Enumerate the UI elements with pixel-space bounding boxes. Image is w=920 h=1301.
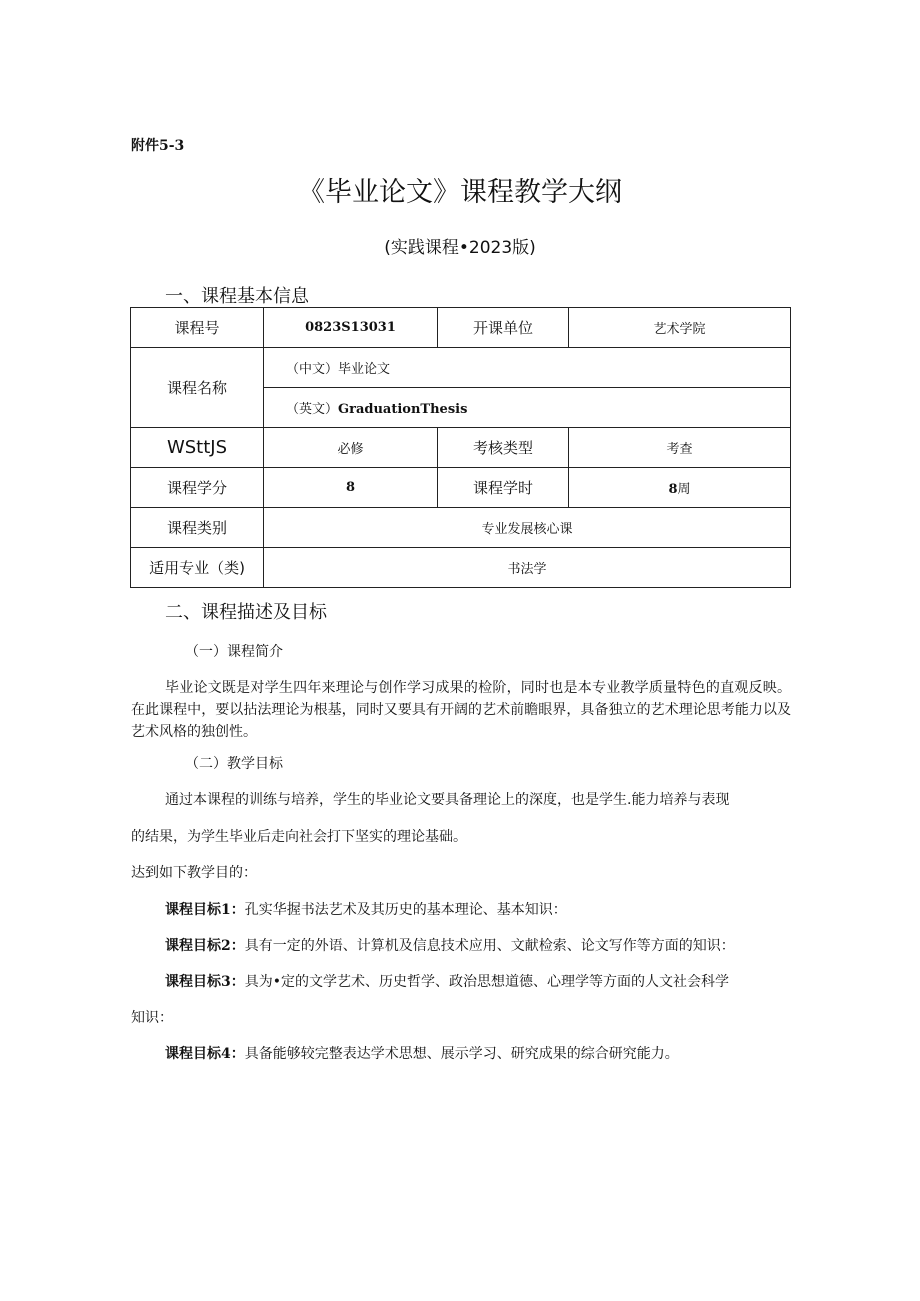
section-heading-basic-info: 一、课程基本信息 bbox=[165, 286, 309, 307]
unit-label: 开课单位 bbox=[438, 308, 569, 348]
category-value: 专业发展核心课 bbox=[264, 508, 791, 548]
unit-value: 艺术学院 bbox=[569, 308, 791, 348]
course-goal-text: 具有一定的外语、计算机及信息技术应用、文献检索、论文写作等方面的知识： bbox=[244, 938, 735, 954]
hours-value bbox=[569, 468, 791, 508]
attachment-label: 附件5-3 bbox=[131, 138, 185, 154]
course-goal-3-cont: 知识： bbox=[131, 1010, 173, 1026]
document-title: 《毕业论文》课程教学大纲 bbox=[298, 177, 622, 208]
category-label: 课程类别 bbox=[131, 508, 264, 548]
course-goal-text: 具为•定的文学艺术、历史哲学、政治思想道德、心理学等方面的人文社会科学 bbox=[244, 974, 730, 990]
assess-value: 考查 bbox=[569, 428, 791, 468]
major-value: 书法学 bbox=[264, 548, 791, 588]
credit-value: 8 bbox=[264, 468, 438, 508]
course-no-value: 0823S13031 bbox=[264, 308, 438, 348]
document-subtitle: (实践课程•2023版) bbox=[384, 238, 536, 258]
table-row bbox=[131, 508, 791, 548]
course-goal-2 bbox=[165, 935, 735, 955]
hours-unit: 周 bbox=[677, 482, 691, 497]
table-row bbox=[131, 308, 791, 348]
course-nature-value: 必修 bbox=[264, 428, 438, 468]
course-name-label: 课程名称 bbox=[131, 348, 264, 428]
credit-label: 课程学分 bbox=[131, 468, 264, 508]
course-goal-4 bbox=[165, 1043, 679, 1063]
course-nature-label: WSttJS bbox=[131, 428, 264, 468]
course-goal-label: 课程目标3： bbox=[165, 974, 245, 990]
table-row bbox=[131, 468, 791, 508]
course-goal-label: 课程目标1： bbox=[165, 902, 245, 918]
assess-label: 考核类型 bbox=[438, 428, 569, 468]
goal-heading: （二）教学目标 bbox=[185, 756, 283, 772]
course-goal-label: 课程目标4： bbox=[165, 1046, 245, 1062]
hours-label: 课程学时 bbox=[438, 468, 569, 508]
course-name-en-value: GraduationThesis bbox=[338, 402, 468, 417]
course-goal-1 bbox=[165, 899, 567, 919]
intro-paragraph: 毕业论文既是对学生四年来理论与创作学习成果的检阶，同时也是本专业教学质量特色的直观反映。在此课程中，要以拈法理论为根基，同时又要具有开阔的艺术前瞻眼界，具备独立的艺术理论思考能力以及艺术风格的独创性。 bbox=[131, 680, 791, 740]
major-label: 适用专业（类) bbox=[131, 548, 264, 588]
section-heading-description: 二、课程描述及目标 bbox=[165, 602, 327, 623]
intro-heading: （一）课程简介 bbox=[185, 644, 283, 660]
hours-number: 8 bbox=[668, 482, 678, 497]
course-name-en-prefix: （英文） bbox=[286, 402, 339, 417]
course-name-en bbox=[264, 388, 791, 428]
course-no-label: 课程号 bbox=[131, 308, 264, 348]
table-row bbox=[131, 348, 791, 388]
course-name-cn: （中文）毕业论文 bbox=[264, 348, 791, 388]
course-goal-text: 具备能够较完整表达学术思想、展示学习、研究成果的综合研究能力。 bbox=[244, 1046, 679, 1062]
course-goal-text: 孔实华握书法艺术及其历史的基本理论、基本知识： bbox=[244, 902, 567, 918]
course-goal-3 bbox=[165, 971, 729, 991]
course-goal-label: 课程目标2： bbox=[165, 938, 245, 954]
goal-line-1: 通过本课程的训练与培养，学生的毕业论文要具备理论上的深度，也是学生.能力培养与表现 bbox=[165, 792, 730, 808]
table-row bbox=[131, 428, 791, 468]
course-info-table bbox=[130, 307, 791, 588]
table-row bbox=[131, 548, 791, 588]
achieve-text: 达到如下教学目的： bbox=[131, 865, 257, 881]
goal-line-2: 的结果，为学生毕业后走向社会打下坚实的理论基础。 bbox=[131, 829, 467, 845]
